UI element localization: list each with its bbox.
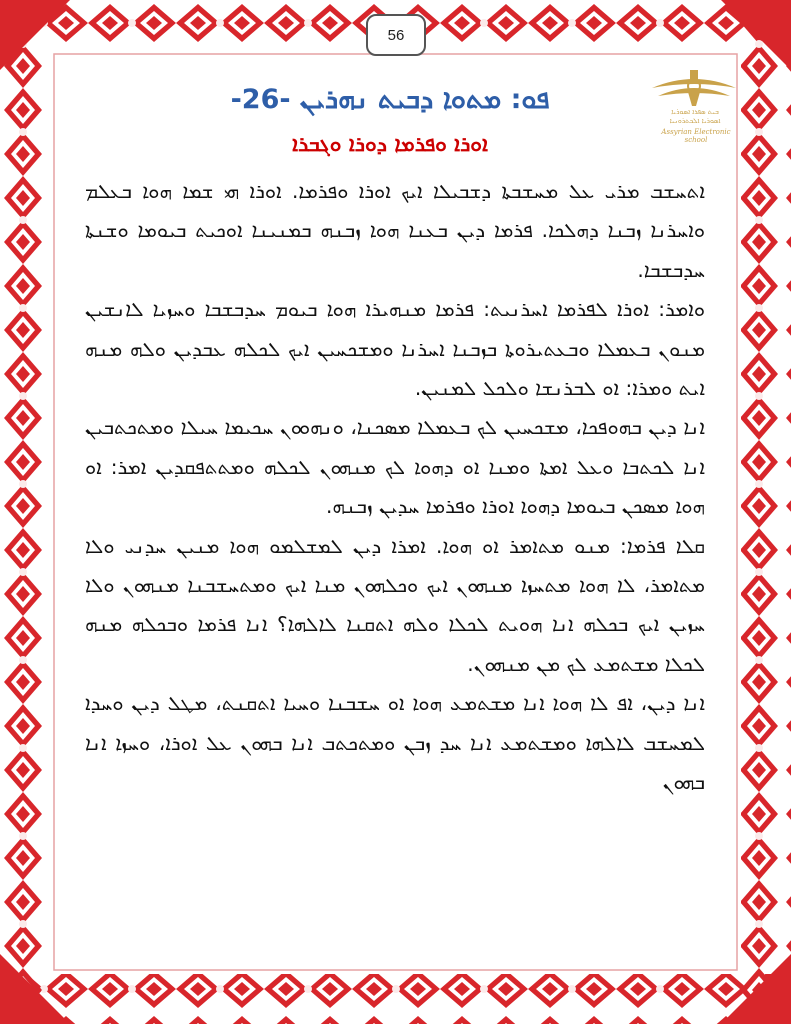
paragraph: ܩܠܐ ܦܪܡܐ: ܡܢܘ ܡܬܐܡܪ ܐܘ ܗܘܐ. ܐܡܪܐ ܕܝܢ ܠܡܫܠܡܘ ܗܘܐ ܡܢܝܢ ܚܕܢܝ ܘܠܐ ܡܬܐܡܪ، ܠܐ ܗܘܐ ܡܬܚܙܐ ܡܢܗܘܢ ܐܝܟ ܘܟܠܗܘܢ ܡܢܐ ܐܝܟ ܘܡܬܚܫܒܢܐ ܡܢܗܘܢ ܘܠܐ ܚܙܝܢ ܐܝܟ ܒܟܠܗ ܐܢܐ ܗܘܝܬ ܠܟܠܐ ܘܠܗ ܐܬܩܢܐ ܠܐܠܗܐ؟ ܐܢܐ ܦܪܡܐ ܘܒܟܠܗ ܡܢܗ ܠܟܠܐ ܡܫܬܡܥ ܠܟ ܡܢ ܡܢܗܘܢ. — [85, 533, 705, 676]
body-text — [85, 172, 705, 803]
paragraph: ܐܢܐ ܕܝܢ ܒܗܘܦܟܐ، ܡܫܟܚܝܢ ܠܟ ܒܥܡܠܐ ܡܣܟܢܐ، ܘܢܗܘܘܢ ܚܟܝܡܐ ܚܝܠܐ ܘܡܬܟܬܒܝܢ ܐܢܐ ܠܟܬܒܐ ܘܥܠ ܐܡܬܐ ܘܡܢܐ ܐܘ ܕܗܘܐ ܠܟ ܡܢܗܘܢ ܠܟܠܗ ܘܡܬܬܦܩܕܝܢ ܐܡܪ: ܐܘ ܗܘܐ ܡܣܟܢ ܒܝܘܡܐ ܕܗܘܐ ܐܘܪܐ ܘܦܪܡܐ ܚܕܝܢ ܙܒܢܗ. — [85, 415, 705, 519]
paragraph: ܘܐܡܪ: ܐܘܪܐ ܠܦܪܡܐ ܐܚܪܢܝܬ: ܦܪܡܐ ܡܢܗܝܪܐ ܗܘܐ ܒܝܘܡ ܚܕܒܫܒܐ ܘܚܙܝܐ ܠܐܢܫܝܢ ܡܢܘܢ ܒܥܡܠܐ ܘܒܥܬܝܪܘܬܐ ܒܙܒܢܐ ܐܚܪܢܐ ܘܡܫܟܚܝܢ ܐܝܟ ܠܟܠܗ ܥܒܕܝܢ ܘܠܗ ܡܢܗ ܐܝܬ ܘܡܪܐ: ܐܘ ܠܒܪܢܫܐ ܘܠܟܠ ܠܡܢܝܢ. — [85, 297, 705, 401]
page-number: 56 — [366, 14, 426, 56]
paragraph: ܐܢܐ ܕܝܢ، ܐܦ ܠܐ ܗܘܐ ܐܢܐ ܡܫܬܡܥ ܗܘܐ ܐܘ ܚܫܒܢܐ ܘܚܝܐ ܐܬܩܢܬ، ܡܛܠ ܕܝܢ ܘܚܕܐ ܠܡܚܫܒ ܠܐܠܗܐ ܘܡܫܬܡܥ ܐܢܐ ܚܕ ܙܒܢ ܘܡܬܟܬܒ ܐܢܐ ܒܗܘܢ ܥܠ ܐܘܪܐ، ܘܚܙܐ ܐܢܐ ܒܗܘܢ — [85, 691, 705, 795]
logo-text: ܒܝܬ ܣܦܪܐ ܐܣܘܪܝܐ ܐܣܘܪܝܐ ܐܠܟܬܪܘܢܝܐ — [669, 108, 721, 125]
logo-tagline: Assyrian Electronic school — [661, 128, 731, 144]
chapter-subtitle: ܐܘܪܐ ܘܦܪܡܐ ܕܘܪܐ ܘܓܒܪܐ — [292, 132, 488, 156]
chapter-title: ܦܘ: ܡܬܘܐ ܕܒܝܬ ܢܗܪܝܢ -26- — [230, 84, 550, 115]
paragraph: ܐܬܚܫܒ ܡܪܝ ܥܠ ܡܚܫܒܬܐ ܕܫܒܝܠܐ ܐܝܟ ܐܘܪܐ ܘܦܪܡܐ. ܐܘܪܐ ܗܝ ܫܡܐ ܗܘܐ ܒܥܠܡ ܘܐܚܪܢܐ ܙܒܢܐ ܕܗܠܟܐ. ܦܪܡܐ ܕܝܢ ܒܥܢܐ ܗܘܐ ܙܒܢܗ ܒܡܢܝܢܐ ܐܘܟܝܬ ܒܝܘܡܐ ܘܫܢܬܐ ܚܕܒܫܒܐ. — [85, 179, 705, 282]
